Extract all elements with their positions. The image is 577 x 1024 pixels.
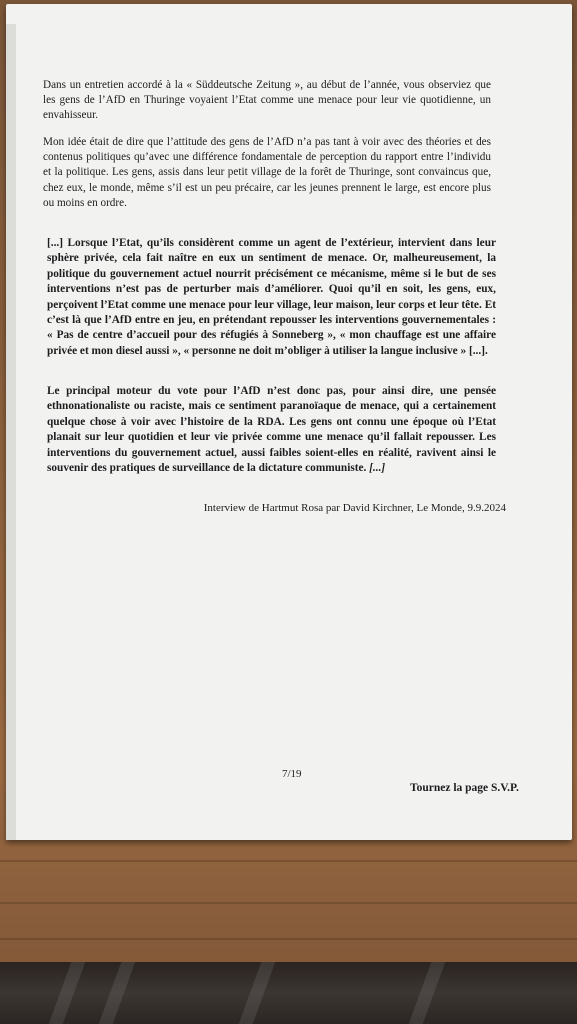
quote-paragraph-1: [...] Lorsque l’Etat, qu’ils considèrent comme un agent de l’extérieur, intervient dans leur sphère privée, cela fait naître en eux un sentiment de menace. Or, malheureusement, la politique du gouvernement actuel nourrit précisément ce mécanisme, même si le but de ses interventions n’est pas de perturber mais d’améliorer. Quoi qu’il en soit, les gens, eux, perçoivent l’Etat comme une menace pour leur village, leur maison, leur corps et leur tête. Et c’est là que l’AfD entre en jeu, en prétendant repousser les interventions gouvernementales : « Pas de centre d’accueil pour des réfugiés à Sonneberg », « mon chauffage est une affaire privée et mon diesel aussi », « personne ne doit m’obliger à utiliser la langue inclusive » [...].: [47, 237, 496, 357]
document-page: [6, 4, 572, 840]
quote-ellipsis: [...]: [366, 462, 386, 475]
quote-paragraph-2: [47, 384, 496, 476]
interview-question: Dans un entretien accordé à la « Süddeutsche Zeitung », au début de l’année, vous observiez que les gens de l’AfD en Thuringe voyaient l’Etat comme une menace pour leur vie quotidienne, un envahisseur.: [43, 79, 491, 122]
page-edge: [6, 24, 16, 840]
floor: [0, 962, 577, 1024]
quote-paragraph-2-main: Le principal moteur du vote pour l’AfD n’est donc pas, pour ainsi dire, une pensée ethnonationaliste ou raciste, mais ce sentiment paranoïaque de menace, qui a certainement quelque chose à voir avec l’histoire de la RDA. Les gens ont connu une époque où l’Etat planait sur leur quotidien et leur vie privée comme une menace qu’il fallait repousser. Les interventions du gouvernement actuel, aussi faibles soient-elles en réalité, ravivent ainsi le souvenir des pratiques de surveillance de la dictature communiste.: [47, 385, 496, 475]
page-number: 7/19: [282, 768, 302, 780]
wood-grain: [0, 902, 577, 904]
source-citation: Interview de Hartmut Rosa par David Kirchner, Le Monde, 9.9.2024: [203, 502, 506, 514]
wood-grain: [0, 860, 577, 862]
interview-answer: Mon idée était de dire que l’attitude des gens de l’AfD n’a pas tant à voir avec des théories et des contenus politiques qu’avec une différence fondamentale de perception du rapport entre l’individu et la politique. Les gens, assis dans leur petit village de la forêt de Thuringe, sont convaincus que, chez eux, le monde, même s’il est un peu précaire, car les jeunes prennent le large, est encore plus ou moins en ordre.: [43, 136, 491, 209]
turn-page-note: Tournez la page S.V.P.: [410, 782, 519, 794]
wood-grain: [0, 938, 577, 940]
